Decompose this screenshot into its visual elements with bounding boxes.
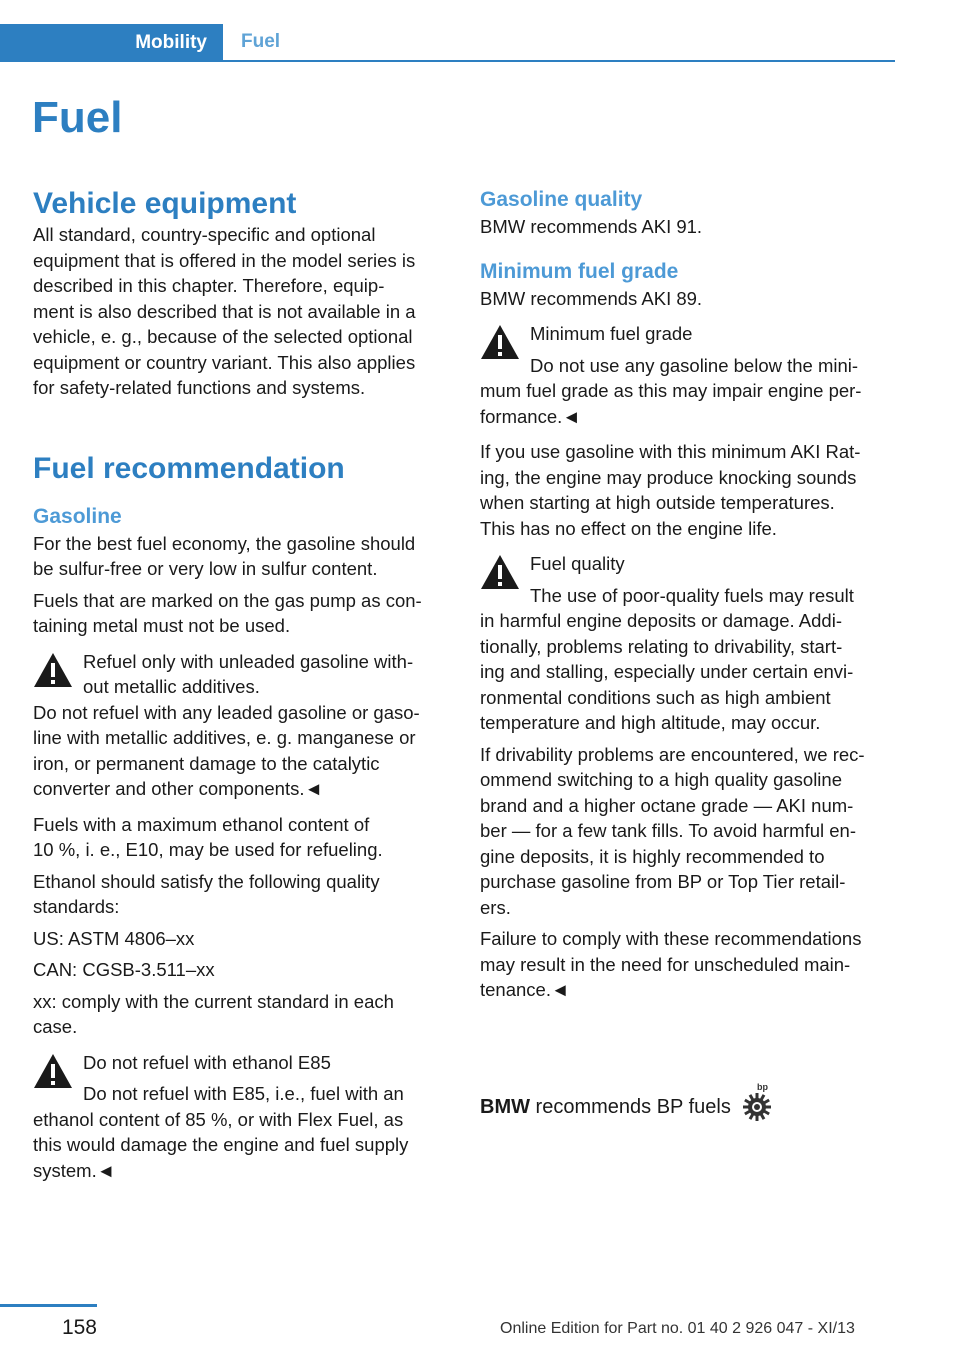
bp-label: bp [757,1082,768,1092]
edition-note: Online Edition for Part no. 01 40 2 926 047 - XI/13 [500,1320,855,1337]
text-line: standards: [33,896,120,917]
text-line: purchase gasoline from BP or Top Tier retail‐ [480,871,846,892]
text-line: ronmental conditions such as high ambient [480,686,831,708]
text-line: converter and other components.◄ [33,778,323,799]
right-column [480,186,898,1003]
tab-fuel: Fuel [241,31,281,52]
warning-triangle-icon [33,1053,73,1089]
text-line: this would damage the engine and fuel supply [33,1134,409,1155]
text-line: If you use gasoline with this minimum AKI Rat‐ [480,441,861,462]
warning-unleaded [33,649,448,700]
text-line: Ethanol should satisfy the following quality [33,870,380,892]
warning-minimum-grade [480,321,898,378]
text-line: ing and stalling, especially under certain envi‐ [480,661,854,682]
text-line: This has no effect on the engine life. [480,517,777,539]
text-line: BMW recommends AKI 91. [480,216,703,237]
text-line: may result in the need for unscheduled main‐ [480,953,851,975]
text-line: ing, the engine may produce knocking sounds [480,466,857,488]
text-line: temperature and high altitude, may occur. [480,712,821,733]
vehicle-equipment-heading: Vehicle equipment [33,187,297,220]
text-line: ment is also described that is not available in a [33,300,416,322]
bp-ad-slogan: recommends BP fuels [529,1096,731,1118]
text-line: gine deposits, it is highly recommended to [480,845,825,867]
tab-mobility: Mobility [0,24,223,62]
text-line: formance.◄ [480,405,581,427]
page-header [0,24,895,62]
standard-can: CAN: CGSB-3.511–xx [33,959,215,980]
text-line: All standard, country-specific and optional [33,224,376,245]
warning-triangle-icon [33,652,73,688]
warning-line: Do not refuel with E85, i.e., fuel with an [83,1083,404,1104]
warning-triangle-icon [480,324,520,360]
text-line: 10 %, i. e., E10, may be used for refueling. [33,839,383,860]
warning-head: Do not refuel with ethanol E85 [83,1051,331,1073]
text-line: equipment that is offered in the model series is [33,249,416,271]
header-rule [0,60,895,62]
text-line: when starting at high outside temperatures. [480,492,835,513]
text-line: BMW recommends AKI 89. [480,287,703,309]
gasoline-heading: Gasoline [33,504,122,528]
text-line: Fuels that are marked on the gas pump as con‐ [33,589,422,611]
text-line: described in this chapter. Therefore, equip‐ [33,275,385,296]
text-line: mum fuel grade as this may impair engine per‐ [480,380,862,401]
warning-triangle-icon [480,554,520,590]
text-line: tionally, problems relating to drivability, start‐ [480,635,843,657]
text-line: Fuels with a maximum ethanol content of [33,813,370,835]
bmw-brand: BMW [480,1096,530,1118]
footer-rule [0,1304,97,1307]
warning-line: Do not use any gasoline below the mini‐ [530,354,859,376]
bp-helios-icon [742,1092,772,1122]
text-line: in harmful engine deposits or damage. Addi‐ [480,610,842,631]
text-line: case. [33,1016,78,1037]
warning-head: Refuel only with unleaded gasoline with‐ [83,650,414,672]
text-line: xx: comply with the current standard in each [33,990,394,1012]
text-line: equipment or country variant. This also applies [33,351,416,373]
text-line: ers. [480,896,511,918]
left-column [33,186,448,1183]
vehicle-equipment-text [33,222,448,401]
fuel-recommendation-heading: Fuel recommendation [33,451,345,485]
bp-ad-text [480,1096,731,1119]
text-line: Failure to comply with these recommendations [480,928,862,949]
page-title: Fuel [32,93,123,142]
text-line: system.◄ [33,1159,116,1181]
text-line: For the best fuel economy, the gasoline should [33,532,416,554]
gasoline-quality-heading: Gasoline quality [480,188,643,211]
text-line: If drivability problems are encountered, we rec‐ [480,743,865,765]
warning-head: Minimum fuel grade [530,323,693,344]
warning-line: out metallic additives. [83,676,260,697]
text-line: vehicle, e. g., because of the selected optional [33,326,413,347]
text-line: ommend switching to a high quality gasoline [480,769,842,790]
text-line: line with metallic additives, e. g. manganese or [33,727,416,748]
text-line: tenance.◄ [480,979,570,1000]
text-line: ber — for a few tank fills. To avoid harmful en‐ [480,820,856,841]
text-line: ethanol content of 85 %, or with Flex Fuel, as [33,1108,404,1130]
text-line: Do not refuel with any leaded gasoline or gaso‐ [33,701,420,723]
warning-e85 [33,1050,448,1107]
warning-line: The use of poor-quality fuels may result [530,584,854,606]
warning-head: Fuel quality [530,553,625,574]
text-line: be sulfur-free or very low in sulfur content. [33,558,378,579]
minimum-grade-heading: Minimum fuel grade [480,259,679,283]
text-line: for safety-related functions and systems. [33,377,366,398]
page-number: 158 [61,1316,97,1339]
warning-fuel-quality [480,551,898,608]
text-line: brand and a higher octane grade — AKI num‐ [480,794,854,816]
text-line: taining metal must not be used. [33,615,291,636]
standard-us: US: ASTM 4806–xx [33,927,195,949]
text-line: iron, or permanent damage to the catalytic [33,752,380,774]
bp-fuels-ad [480,1082,780,1122]
